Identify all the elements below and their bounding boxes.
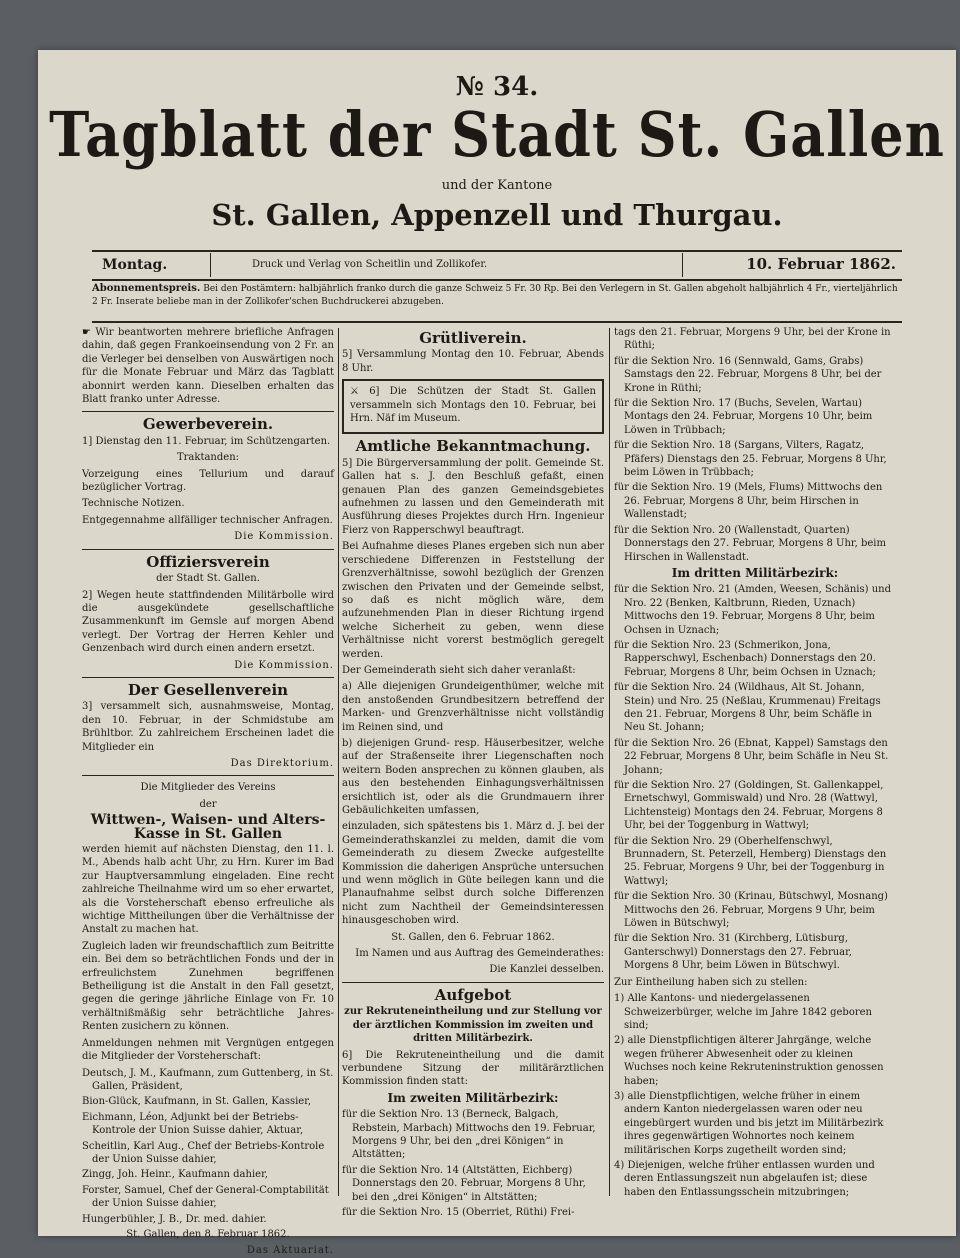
divider — [82, 411, 334, 412]
zweiter-bezirk-list — [342, 1108, 604, 1219]
issue-number: № 34. — [455, 72, 539, 102]
amtlich-text: b) diejenigen Grund- resp. Häuserbesitzer, welche auf der Straßenseite ihrer Liegenschaften noch weitern Boden ansprechen zu können glauben, als aus den bestehenden Einhagungsverhältnissen ersichtlich ist, oder als die Grundmauern ihrer Gebäulichkeiten umfassen, — [342, 737, 604, 816]
gewerbe-text: 1] Dienstag den 11. Februar, im Schützengarten. — [82, 435, 331, 447]
amtlich-date: St. Gallen, den 6. Februar 1862. — [391, 931, 555, 943]
list-item: für die Sektion Nro. 24 (Wildhaus, Alt St. Johann, Stein) und Nro. 25 (Neßlau, Krummenau) Freitags den 21. Februar, Morgens 8 Uhr, beim Schäfle in Neu St. Johann; — [614, 682, 881, 734]
gruetli-text: 5] Versammlung Montag den 10. Februar, Abends 8 Uhr. — [342, 349, 604, 374]
list-item: für die Sektion Nro. 27 (Goldingen, St. Gallenkappel, Ernetschwyl, Gommiswald) und Nro. 28 (Wattwyl, Lichtensteig) Montags den 24. Februar, Morgens 8 Uhr, bei der Toggenburg in Wattwyl; — [614, 780, 884, 832]
gewerbe-agenda-item: Technische Notizen. — [82, 498, 185, 510]
list-item: für die Sektion Nro. 19 (Mels, Flums) Mittwochs den 26. Februar, Morgens 8 Uhr, beim Hirschen in Wallenstadt; — [614, 482, 883, 521]
divider — [82, 549, 334, 550]
members-list — [82, 1067, 334, 1226]
subscription-label: Abonnementspreis. — [92, 283, 201, 294]
divider — [92, 321, 902, 323]
printer-line: Druck und Verlag von Scheitlin und Zollikofer. — [252, 259, 488, 270]
kasse-heading: Wittwen-, Waisen- und Alters-Kasse in St. Gallen — [90, 812, 326, 842]
list-item: 3) alle Dienstpflichtigen, welche früher in einem andern Kanton niedergelassen waren oder neu eingebürgert wurden und bis jetzt im Militärbezirk ihres gegenwärtigen Wohnortes noch keinem militärischen Korps zugetheilt worden sind; — [614, 1090, 884, 1156]
offiziers-subheading: der Stadt St. Gallen. — [156, 573, 260, 585]
newspaper-cantons: St. Gallen, Appenzell und Thurgau. — [211, 198, 783, 232]
subscription-text: Bei den Postämtern: halbjährlich franko durch die ganze Schweiz 5 Fr. 30 Rp. Bei den Verlegern in St. Gallen abgeholt halbjährlich 4 Fr., vierteljährlich 2 Fr. Inserate beliebe man in der Zollikofer'schen Buchdruckerei abzugeben. — [92, 284, 898, 307]
schuetzen-text: ⚔ 6] Die Schützen der Stadt St. Gallen versammeln sich Montags den 10. Februar, bei Hrn. Näf im Museum. — [350, 386, 596, 425]
list-item: für die Sektion Nro. 16 (Sennwald, Gams, Grabs) Samstags den 22. Februar, Morgens 8 Uhr, bei der Krone in Rüthi; — [614, 355, 882, 394]
amtlich-text: 5] Die Bürgerversammlung der polit. Gemeinde St. Gallen hat s. J. den Beschluß gefaßt, einen genauen Plan des ganzen Gemeindsgebietes aufnehmen zu lassen und den Gemeinderath mit Ausführung dieses Projektes durch Hrn. Ingenieur Fierz von Rapperschwyl beauftragt. — [342, 457, 604, 536]
list-item: Hungerbühler, J. B., Dr. med. dahier. — [82, 1213, 267, 1225]
mitglieder-der: der — [199, 798, 217, 810]
list-item: für die Sektion Nro. 15 (Oberriet, Rüthi) Frei- — [342, 1206, 575, 1218]
gewerbe-signature: Die Kommission. — [234, 531, 334, 543]
gesellen-heading: Der Gesellenverein — [127, 680, 289, 699]
list-item: für die Sektion Nro. 17 (Buchs, Sevelen, Wartau) Montags den 24. Februar, Morgens 10 Uhr, beim Löwen in Trübbach; — [614, 398, 873, 436]
list-item: für die Sektion Nro. 20 (Wallenstadt, Quarten) Donnerstags den 27. Februar, Morgens 8 Uhr, beim Hirschen in Wallenstadt. — [614, 524, 886, 563]
newspaper-subtitle: und der Kantone — [441, 178, 553, 193]
eintheilung-intro: Zur Eintheilung haben sich zu stellen: — [614, 976, 808, 988]
amtlich-signature: Die Kanzlei desselben. — [489, 964, 604, 976]
gesellen-signature: Das Direktorium. — [230, 757, 334, 769]
gesellen-text: 3] versammelt sich, ausnahmsweise, Montag, den 10. Februar, in der Schmidstube am Brühltbor. Zu zahlreichem Erscheinen ladet die Mitglieder ein — [82, 701, 334, 753]
offiziers-heading: Offiziersverein — [146, 552, 270, 571]
divider — [342, 982, 604, 983]
newspaper-title: Tagblatt der Stadt St. Gallen — [49, 97, 945, 171]
list-item: für die Sektion Nro. 18 (Sargans, Vilters, Ragatz, Pfäfers) Dienstags den 25. Februar, Morgens 8 Uhr, beim Löwen in Trübbach; — [614, 440, 887, 479]
offiziers-text: 2] Wegen heute stattfindenden Militärbolle wird die ausgekündete gesellschaftliche Zusammenkunft im Gemsle auf morgen Abend verlegt. Der Vortrag der Herren Kehler und Genzenbach wird durch einen andern ersetzt. — [82, 589, 334, 655]
list-item: für die Sektion Nro. 30 (Krinau, Bütschwyl, Mosnang) Mittwochs den 26. Februar, Morgens 9 Uhr, beim Löwen in Bütschwyl; — [614, 891, 888, 930]
amtlich-signature: Im Namen und aus Auftrag des Gemeinderathes: — [355, 948, 604, 960]
weekday: Montag. — [102, 257, 168, 273]
amtlich-heading: Amtliche Bekanntmachung. — [355, 437, 591, 456]
list-item: tags den 21. Februar, Morgens 9 Uhr, bei der Krone in Rüthi; — [614, 327, 891, 352]
dritter-bezirk-heading: Im dritten Militärbezirk: — [671, 565, 839, 580]
divider — [82, 775, 334, 776]
kasse-date: St. Gallen, den 8. Februar 1862. — [126, 1228, 290, 1240]
zweiter-bezirk-heading: Im zweiten Militärbezirk: — [387, 1090, 559, 1105]
list-item: für die Sektion Nro. 29 (Oberhelfenschwyl, Brunnadern, St. Peterzell, Hemberg) Dienstags den 25. Februar, Morgens 9 Uhr, bei der Toggenburg in Wattwyl; — [614, 835, 887, 887]
kasse-text: Anmeldungen nehmen mit Vergnügen entgegen die Mitglieder der Vorsteherschaft: — [82, 1037, 334, 1063]
list-item: für die Sektion Nro. 31 (Kirchberg, Lütisburg, Ganterschwyl) Donnerstags den 27. Februar, Morgens 8 Uhr, beim Löwen in Bütschwyl. — [614, 933, 852, 972]
aufgebot-heading: Aufgebot — [434, 985, 512, 1004]
gewerbe-agenda-item: Entgegennahme allfälliger technischer Anfragen. — [82, 514, 333, 526]
amtlich-text: a) Alle diejenigen Grundeigenthümer, welche mit den anstoßenden Grundbesitzern betreffend der Marken- und Grenzverhältnisse nicht vollständig im Reinen sind, und — [342, 681, 604, 733]
divider — [682, 253, 683, 277]
column-left — [82, 326, 334, 1257]
list-item: für die Sektion Nro. 23 (Schmerikon, Jona, Rapperschwyl, Eschenbach) Donnerstags den 20. Februar, Morgens 8 Uhr, beim Ochsen in Uznach; — [614, 639, 876, 678]
aufgebot-subheading: zur Rekruteneintheilung und zur Stellung vor der ärztlichen Kommission im zweiten und dritten Militärbezirk. — [344, 1006, 602, 1045]
amtlich-text: einzuladen, sich spätestens bis 1. März d. J. bei der Gemeinderathskanzlei zu melden, damit die vom Gemeinderath zu diesem Zwecke aufgestellte Kommission die daherigen Ansprüche untersuchen und wenn möglich in Güte beilegen kann und die Planaufnahme selbst durch solche Differenzen nicht zum Nachtheil der Gemeindsinteressen hinausgeschoben wird. — [342, 821, 604, 927]
schuetzen-box — [342, 379, 604, 434]
divider — [92, 279, 902, 281]
list-item: Forster, Samuel, Chef der General-Comptabilität der Union Suisse dahier, — [82, 1184, 329, 1210]
gewerbe-heading: Gewerbeverein. — [142, 415, 274, 434]
issue-date: 10. Februar 1862. — [746, 255, 896, 273]
column-middle — [342, 326, 604, 1216]
crossed-rifles-icon: ⚔ — [350, 386, 370, 398]
kasse-signature: Das Aktuariat. — [246, 1245, 334, 1257]
list-item: Eichmann, Léon, Adjunkt bei der Betriebs-Kontrole der Union Suisse dahier, Aktuar, — [82, 1111, 304, 1137]
gruetli-heading: Grütliverein. — [419, 329, 527, 347]
mitglieder-intro: Die Mitglieder des Vereins — [140, 782, 276, 794]
column-right — [614, 326, 896, 1216]
list-item: Scheitlin, Karl Aug., Chef der Betriebs-Kontrole der Union Suisse dahier, — [82, 1140, 325, 1165]
dritter-bezirk-list — [614, 583, 896, 972]
zweiter-bezirk-continued — [614, 326, 896, 564]
list-item: für die Sektion Nro. 21 (Amden, Weesen, Schänis) und Nro. 22 (Benken, Kaltbrunn, Rieden, Uznach) Mittwochs den 19. Februar, Morgens 8 Uhr, beim Ochsen in Uznach; — [614, 584, 891, 636]
list-item: Bion-Glück, Kaufmann, in St. Gallen, Kassier, — [82, 1096, 312, 1108]
gewerbe-agenda-item: Vorzeigung eines Tellurium und darauf bezüglicher Vortrag. — [82, 468, 334, 494]
list-item: für die Sektion Nro. 26 (Ebnat, Kappel) Samstags den 22 Februar, Morgens 8 Uhr, beim Schäfle in Neu St. Johann; — [614, 737, 889, 776]
list-item: Zingg, Joh. Heinr., Kaufmann dahier, — [82, 1169, 268, 1181]
list-item: für die Sektion Nro. 14 (Altstätten, Eichberg) Donnerstags den 20. Februar, Morgens 8 Uhr, bei den „drei Königen“ in Altstätten; — [342, 1164, 586, 1203]
offiziers-signature: Die Kommission. — [234, 659, 334, 671]
list-item: Deutsch, J. M., Kaufmann, zum Guttenberg, in St. Gallen, Präsident, — [82, 1067, 334, 1092]
dateline — [92, 253, 902, 279]
subscription-notice — [92, 282, 902, 309]
notice-paragraph: ☛ Wir beantworten mehrere briefliche Anfragen dahin, daß gegen Frankoeinsendung von 2 Fr. an die Verleger bei denselben von Auswärtigen noch für die Monate Februar und März das Tagblatt abonnirt werden kann. Dieselben erhalten das Blatt franko unter Adresse. — [82, 327, 334, 406]
column-divider — [338, 328, 339, 1196]
aufgebot-text: 6] Die Rekruteneintheilung und die damit verbundene Sitzung der militärärztlichen Kommission finden statt: — [342, 1049, 604, 1088]
eintheilung-list — [614, 992, 896, 1199]
list-item: 1) Alle Kantons- und niedergelassenen Schweizerbürger, welche im Jahre 1842 geboren sind; — [614, 993, 872, 1031]
kasse-text: werden hiemit auf nächsten Dienstag, den 11. l. M., Abends halb acht Uhr, zu Hrn. Kurer im Bad zur Hauptversammlung eingeladen. Eine recht zahlreiche Theilnahme wird um so eher erwartet, als die Vorsteherschaft ebenso erfreuliche als wichtige Mittheilungen über die Verhältnisse der Anstalt zu machen hat. — [82, 844, 334, 936]
kasse-text: Zugleich laden wir freundschaftlich zum Beitritte ein. Bei dem so beträchtlichen Fonds und der in erfreulichstem Zunehmen begriffenen Betheiligung ist die Anstalt in den Fall gesetzt, gegen die geringe jährliche Einlage von Fr. 10 verhältnißmäßig sehr beträchtliche Jahres-Renten zusichern zu können. — [82, 940, 334, 1033]
amtlich-text: Bei Aufnahme dieses Planes ergeben sich nun aber verschiedene Differenzen in Feststellung der Grenzverhältnisse, sowohl bezüglich der Grenzen zwischen den Privaten und der Gemeinde selbst, so daß es nicht möglich wäre, dem aufzunehmenden Plan in dieser Richtung irgend welche Sicherheit zu geben, wenn diese Verhältnisse nicht vorerst bestmöglich geregelt werden. — [342, 541, 604, 660]
newspaper-page — [38, 50, 956, 1257]
gewerbe-agenda-label: Traktanden: — [176, 452, 240, 464]
amtlich-text: Der Gemeinderath sieht sich daher veranlaßt: — [342, 664, 576, 676]
divider — [82, 677, 334, 678]
list-item: 2) alle Dienstpflichtigen älterer Jahrgänge, welche wegen früherer Abwesenheit oder zu kleinen Wuchses noch keine Rekruteninstruktion genossen haben; — [614, 1035, 884, 1087]
divider — [210, 253, 211, 277]
divider — [92, 250, 902, 252]
list-item: 4) Diejenigen, welche früher entlassen wurden und deren Entlassungszeit nun abgelaufen ist; diese haben den Entlassungsschein mitzubringen; — [614, 1159, 875, 1198]
list-item: für die Sektion Nro. 13 (Berneck, Balgach, Rebstein, Marbach) Mittwochs den 19. Februar, Morgens 9 Uhr, bei den „drei Königen“ in Altstätten; — [342, 1109, 596, 1161]
column-divider — [609, 328, 610, 1196]
